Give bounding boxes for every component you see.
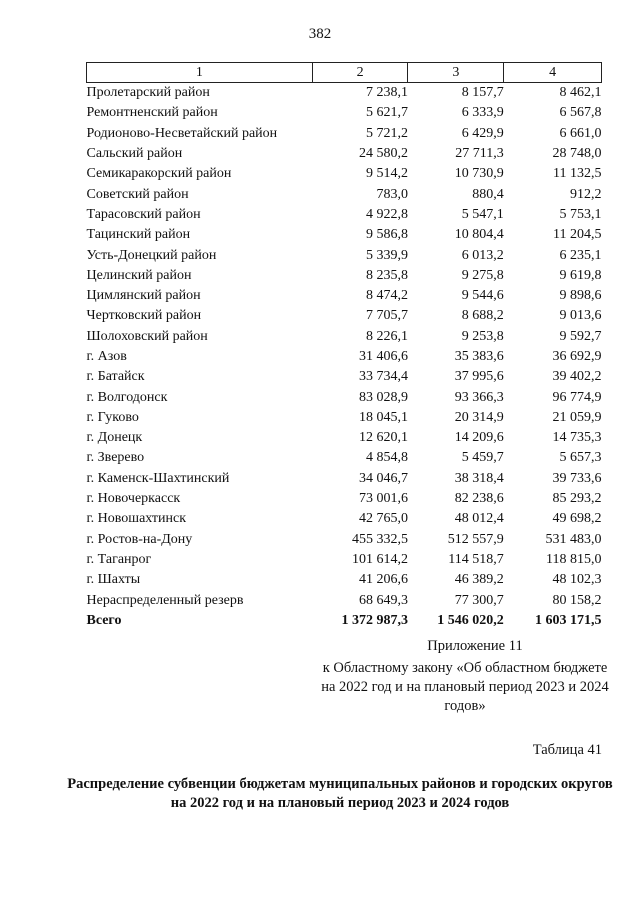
- row-value: 35 383,6: [454, 349, 504, 364]
- row-value: 39 733,6: [552, 470, 602, 486]
- page-number: 382: [308, 26, 332, 42]
- table-header: [87, 63, 602, 83]
- appendix-title: Приложение 11: [427, 638, 523, 654]
- row-label: Семикаракорский район: [86, 166, 232, 182]
- table-row: [87, 408, 602, 428]
- header-cell: 4: [504, 63, 602, 83]
- row-value: 6 567,8: [559, 105, 602, 121]
- row-label: г. Новошахтинск: [86, 511, 187, 527]
- row-label: г. Таганрог: [86, 551, 152, 567]
- row-value: 14 209,6: [454, 430, 504, 446]
- row-value: 9 514,2: [365, 166, 408, 182]
- row-value: 18 045,1: [358, 409, 408, 425]
- row-value: 83 028,9: [358, 389, 408, 405]
- row-value: 10 730,9: [454, 166, 504, 182]
- row-value: 114 518,7: [448, 551, 504, 567]
- row-label: Ремонтненский район: [86, 105, 218, 121]
- row-value: 9 013,6: [559, 308, 602, 324]
- row-value: 41 206,6: [358, 572, 408, 588]
- row-value: 8 157,7: [461, 85, 504, 101]
- row-value: 48 012,4: [454, 511, 504, 527]
- row-label: Тарасовский район: [86, 206, 201, 222]
- row-value: 27 711,3: [455, 146, 504, 162]
- table-row: [87, 347, 602, 367]
- row-value: 20 314,9: [454, 409, 504, 425]
- row-label: Советский район: [86, 186, 189, 202]
- row-value: 96 774,9: [552, 389, 602, 405]
- row-label: Пролетарский район: [86, 85, 210, 101]
- row-label: Усть-Донецкий район: [86, 247, 217, 263]
- row-value: 73 001,6: [358, 491, 408, 507]
- table-row: [87, 509, 602, 529]
- table-body: [87, 83, 602, 632]
- row-label: г. Азов: [86, 349, 127, 364]
- row-label: г. Гуково: [86, 409, 139, 425]
- row-value: 8 462,1: [559, 85, 602, 101]
- row-value: 10 804,4: [454, 227, 504, 243]
- table-number: Таблица 41: [532, 742, 602, 758]
- row-value: 39 402,2: [552, 369, 602, 385]
- row-label: г. Зверево: [86, 450, 145, 466]
- row-value: 6 333,9: [461, 105, 504, 121]
- row-value: 77 300,7: [454, 592, 504, 608]
- row-value: 28 748,0: [552, 146, 602, 162]
- table-row: [87, 590, 602, 610]
- row-value: 93 366,3: [454, 389, 504, 405]
- row-value: 912,2: [570, 186, 602, 202]
- row-value: 34 046,7: [358, 470, 408, 486]
- row-value: 8 688,2: [461, 308, 504, 324]
- row-value: 31 406,6: [358, 349, 408, 364]
- row-value: 11 204,5: [553, 227, 602, 243]
- row-value: 33 734,4: [358, 369, 408, 385]
- table-row: [87, 83, 602, 104]
- row-value: 6 429,9: [461, 125, 504, 141]
- table-row: [87, 489, 602, 509]
- row-value: 42 765,0: [358, 511, 408, 527]
- row-value: 5 721,2: [365, 125, 408, 141]
- appendix-description: к Областному закону «Об областном бюджете на 2022 год и на плановый период 2023 и 2024 годов»: [321, 660, 609, 714]
- row-value: 4 922,8: [365, 206, 408, 222]
- table-row: [87, 570, 602, 590]
- row-value: 37 995,6: [454, 369, 504, 385]
- row-value: 46 389,2: [454, 572, 504, 588]
- row-label: Шолоховский район: [86, 328, 208, 344]
- table-row: [87, 286, 602, 306]
- row-label: г. Волгодонск: [86, 389, 168, 405]
- table-row: [87, 225, 602, 245]
- row-value: 9 544,6: [461, 288, 504, 304]
- row-value: 5 459,7: [461, 450, 504, 466]
- row-value: 9 253,8: [461, 328, 504, 344]
- header-cell: 3: [408, 63, 504, 83]
- row-label: г. Каменск-Шахтинский: [86, 470, 230, 486]
- row-label: Сальский район: [86, 146, 183, 162]
- table-row: [87, 184, 602, 204]
- table-row: [87, 327, 602, 347]
- table-row: [87, 266, 602, 286]
- row-value: 531 483,0: [545, 531, 602, 547]
- row-value: 5 657,3: [559, 450, 602, 466]
- row-label: г. Ростов-на-Дону: [86, 531, 193, 547]
- row-value: 9 898,6: [559, 288, 602, 304]
- header-cell: 2: [312, 63, 408, 83]
- table-row: [87, 144, 602, 164]
- row-label: Тацинский район: [86, 227, 191, 243]
- row-value: 6 235,1: [559, 247, 602, 263]
- table-row: [87, 306, 602, 326]
- row-label: Всего: [86, 612, 122, 628]
- table-row: [87, 164, 602, 184]
- row-label: Родионово-Несветайский район: [86, 125, 278, 141]
- table-row: [87, 245, 602, 265]
- row-value: 880,4: [472, 186, 504, 202]
- row-label: г. Батайск: [86, 369, 145, 385]
- row-value: 8 235,8: [365, 267, 408, 283]
- row-value: 9 275,8: [461, 267, 504, 283]
- row-value: 24 580,2: [358, 146, 408, 162]
- row-label: Чертковский район: [86, 308, 202, 324]
- row-value: 8 474,2: [365, 288, 408, 304]
- row-value: 9 619,8: [559, 267, 602, 283]
- row-value: 118 815,0: [546, 551, 602, 567]
- row-value: 783,0: [376, 186, 408, 202]
- row-value: 68 649,3: [358, 592, 408, 608]
- row-value: 36 692,9: [552, 349, 602, 364]
- row-label: Нераспределенный резерв: [86, 592, 244, 608]
- row-value: 80 158,2: [552, 592, 602, 608]
- row-value: 4 854,8: [365, 450, 408, 466]
- row-value: 49 698,2: [552, 511, 602, 527]
- row-value: 6 661,0: [559, 125, 602, 141]
- table-row: [87, 448, 602, 468]
- row-label: Цимлянский район: [86, 288, 201, 304]
- row-value: 7 705,7: [365, 308, 408, 324]
- budget-table: [86, 62, 602, 631]
- row-value: 85 293,2: [552, 491, 602, 507]
- row-value: 1 372 987,3: [341, 612, 408, 628]
- row-label: г. Шахты: [86, 572, 141, 588]
- total-row: [87, 611, 602, 631]
- row-value: 9 592,7: [559, 328, 602, 344]
- row-value: 38 318,4: [454, 470, 504, 486]
- row-value: 9 586,8: [365, 227, 408, 243]
- table-row: [87, 428, 602, 448]
- row-value: 11 132,5: [553, 166, 602, 182]
- row-value: 7 238,1: [365, 85, 408, 101]
- row-value: 1 603 171,5: [535, 612, 602, 628]
- table-row: [87, 550, 602, 570]
- row-value: 21 059,9: [552, 409, 602, 425]
- row-value: 1 546 020,2: [437, 612, 504, 628]
- row-value: 14 735,3: [552, 430, 602, 446]
- table-row: [87, 387, 602, 407]
- row-value: 512 557,9: [447, 531, 504, 547]
- row-value: 5 339,9: [365, 247, 408, 263]
- row-value: 455 332,5: [351, 531, 408, 547]
- row-value: 5 621,7: [365, 105, 408, 121]
- row-label: г. Донецк: [86, 430, 143, 446]
- row-label: Целинский район: [86, 267, 192, 283]
- row-value: 82 238,6: [454, 491, 504, 507]
- table-row: [87, 124, 602, 144]
- table-row: [87, 469, 602, 489]
- table-row: [87, 205, 602, 225]
- row-value: 5 547,1: [461, 206, 504, 222]
- row-value: 6 013,2: [461, 247, 504, 263]
- table-row: [87, 530, 602, 550]
- document-heading: Распределение субвенции бюджетам муниципальных районов и городских округов на 2022 год и на плановый период 2023 и 2024 годов: [67, 776, 613, 811]
- row-value: 12 620,1: [358, 430, 408, 446]
- row-value: 8 226,1: [365, 328, 408, 344]
- row-label: г. Новочеркасск: [86, 491, 181, 507]
- row-value: 5 753,1: [559, 206, 602, 222]
- table-row: [87, 103, 602, 123]
- row-value: 101 614,2: [351, 551, 408, 567]
- header-cell: 1: [87, 63, 313, 83]
- table-row: [87, 367, 602, 387]
- row-value: 48 102,3: [552, 572, 602, 588]
